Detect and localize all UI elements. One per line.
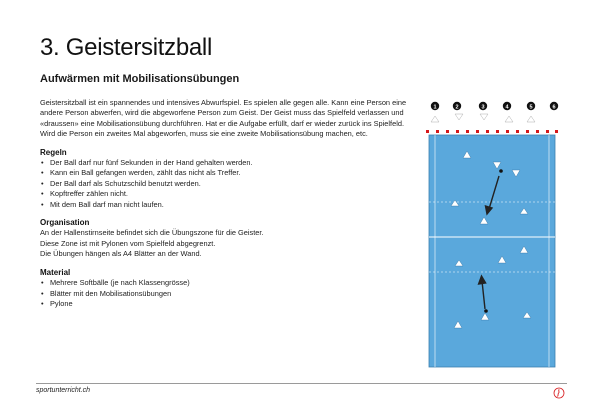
cone-marker	[496, 130, 499, 133]
regeln-list	[40, 158, 412, 210]
station-label: 1	[433, 104, 437, 111]
cone-marker	[555, 130, 558, 133]
material-heading: Material	[40, 267, 71, 277]
cone-marker	[516, 130, 519, 133]
sportunterricht-logo-icon	[553, 387, 565, 399]
station-label: 6	[552, 104, 556, 111]
organisation-line: Die Übungen hängen als A4 Blätter an der Wand.	[40, 249, 202, 259]
organisation-line: An der Hallenstirnseite befindet sich die Übungszone für die Geister.	[40, 228, 264, 238]
cone-marker	[426, 130, 429, 133]
regeln-heading: Regeln	[40, 147, 67, 157]
cone-marker	[456, 130, 459, 133]
intro-paragraph: Geistersitzball ist ein spannendes und intensives Abwurfspiel. Es spielen alle gegen alle. Kann eine Person eine andere Person abwerfen, wird die abgeworfene Person zum Geist. Der Geist muss das Spielfeld verlassen und «draussen» eine Mobilisationsübung durchführen. Hat er die Aufgabe erfüllt, darf er wieder zurück ins Spielfeld. Wird die Person ein zweites Mal abgeworfen, muss sie eine zweite Mobilisationsübung machen, etc.	[40, 98, 407, 139]
cone-marker	[536, 130, 539, 133]
list-item: • Kann ein Ball gefangen werden, zählt das nicht als Treffer.	[40, 168, 412, 178]
list-item: • Der Ball darf nur fünf Sekunden in der Hand gehalten werden.	[40, 158, 412, 168]
footer-site: sportunterricht.ch	[36, 387, 91, 394]
cone-marker	[436, 130, 439, 133]
organisation-line: Diese Zone ist mit Pylonen vom Spielfeld abgegrenzt.	[40, 238, 216, 248]
cone-marker	[466, 130, 469, 133]
organisation-heading: Organisation	[40, 218, 90, 228]
cone-marker	[446, 130, 449, 133]
list-item: • Der Ball darf als Schutzschild benutzt werden.	[40, 179, 412, 189]
material-list	[40, 278, 412, 309]
station-label: 3	[481, 104, 485, 111]
cone-marker	[476, 130, 479, 133]
section-subtitle: Aufwärmen mit Mobilisationsübungen	[40, 73, 240, 85]
station-label: 4	[505, 104, 509, 111]
content-column	[40, 98, 412, 309]
list-item: • Mehrere Softbälle (je nach Klassengrösse)	[40, 278, 412, 288]
court-diagram	[421, 96, 563, 368]
list-item: • Blätter mit den Mobilisationsübungen	[40, 289, 412, 299]
footer-divider	[36, 383, 567, 384]
cone-marker	[546, 130, 549, 133]
ball	[484, 309, 488, 313]
cone-marker	[526, 130, 529, 133]
ball	[499, 169, 503, 173]
cone-marker	[506, 130, 509, 133]
cone-marker	[486, 130, 489, 133]
page-title: 3. Geistersitzball	[40, 34, 212, 61]
station-label: 2	[455, 104, 459, 111]
logo-figure	[558, 390, 559, 397]
list-item: • Pylone	[40, 299, 412, 309]
list-item: • Kopftreffer zählen nicht.	[40, 189, 412, 199]
court-floor	[429, 135, 555, 367]
station-label: 5	[529, 104, 533, 111]
list-item: • Mit dem Ball darf man nicht laufen.	[40, 200, 412, 210]
